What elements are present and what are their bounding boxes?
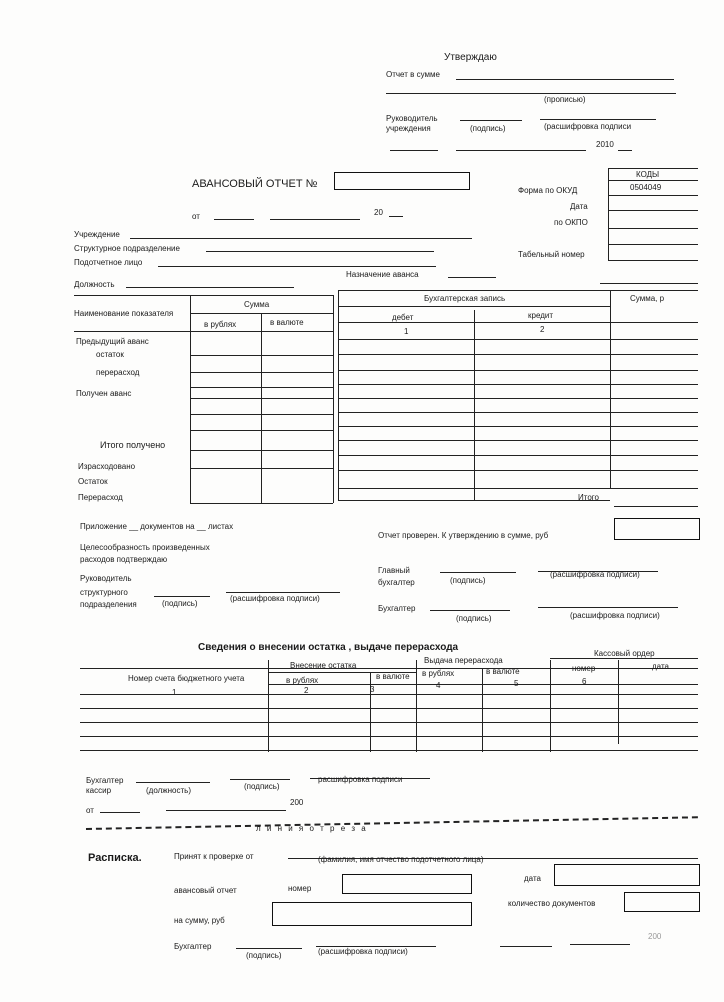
right-sum-header: Сумма, р [630, 294, 665, 303]
info-col-2: 2 [304, 686, 309, 695]
row-received: Получен аванс [76, 389, 132, 398]
row-total-received: Итого получено [100, 440, 166, 450]
receipt-fio-label: (фамилия, имя отчество подотчетного лица) [318, 855, 484, 864]
receipt-sum-label: на сумму, руб [174, 916, 225, 925]
approval-decoding-label: (расшифровка подписи [544, 122, 632, 131]
row-overrun: Перерасход [78, 493, 123, 502]
dept-head-signature: (подпись) [162, 599, 198, 608]
receipt-date-box[interactable] [554, 864, 700, 886]
tab-number-label: Табельный номер [518, 250, 585, 259]
receipt-date-label: дата [524, 874, 541, 883]
report-number-box[interactable] [334, 172, 470, 190]
okud-label: Форма по ОКУД [518, 186, 578, 195]
rub-header: в рублях [204, 320, 237, 329]
dept-head-label-2: структурного [80, 588, 128, 597]
info-col-4: 4 [436, 681, 441, 690]
col-num-1: 1 [404, 327, 409, 336]
institution-label: Учреждение [74, 230, 120, 239]
cashier-label-2: кассир [86, 786, 112, 795]
report-sum-label: Отчет в сумме [386, 70, 440, 79]
dept-head-label-3: подразделения [80, 600, 137, 609]
sum-header: Сумма [244, 300, 270, 309]
approved-sum-box[interactable] [614, 518, 700, 540]
receipt-accepted-label: Принят к проверке от [174, 852, 254, 861]
row-overspend: перерасход [96, 368, 140, 377]
cut-line [86, 816, 698, 830]
issue-header: Выдача перерасхода [424, 656, 503, 665]
receipt-year: 200 [648, 932, 662, 941]
receipt-title: Расписка. [88, 852, 142, 864]
accountant-decoding: (расшифровка подписи) [570, 611, 660, 620]
info-title: Сведения о внесении остатка , выдаче перерасхода [198, 642, 459, 653]
deposit-rub-header: в рублях [286, 676, 319, 685]
receipt-number-label: номер [288, 884, 312, 893]
receipt-report-label: авансовый отчет [174, 886, 237, 895]
issue-cur-header: в валюте [486, 667, 520, 676]
info-col-5: 5 [514, 679, 519, 688]
chief-label-1: Главный [378, 566, 410, 575]
info-col-6: 6 [582, 677, 587, 686]
row-spent: Израсходовано [78, 462, 136, 471]
row-remainder: Остаток [78, 477, 108, 486]
position-label: Должность [74, 280, 115, 289]
bottom-from-label: от [86, 806, 94, 815]
receipt-accountant-label: Бухгалтер [174, 942, 212, 951]
dept-head-decoding: (расшифровка подписи) [230, 594, 320, 603]
chief-signature: (подпись) [450, 576, 486, 585]
approval-year: 2010 [596, 140, 614, 149]
accountant-signature: (подпись) [456, 614, 492, 623]
approval-head-label-1: Руководитель [386, 114, 438, 123]
total-label: Итого [578, 493, 599, 502]
cashier-signature: (подпись) [244, 782, 280, 791]
row-prev-advance: Предыдущий аванс [76, 337, 149, 346]
cut-line-label: л и н и я о т р е з а [256, 824, 368, 833]
cur-header: в валюте [270, 318, 304, 327]
accountable-label: Подотчетное лицо [74, 258, 143, 267]
date-from-label: от [192, 212, 200, 221]
feasibility-label-2: расходов подтверждаю [80, 555, 168, 564]
receipt-signature: (подпись) [246, 951, 282, 960]
receipt-docs-box[interactable] [624, 892, 700, 912]
okpo-label: по ОКПО [554, 218, 588, 227]
codes-header: КОДЫ [636, 170, 660, 179]
receipt-number-box[interactable] [342, 874, 472, 894]
date-year-label: 20 [374, 208, 383, 217]
feasibility-label-1: Целесообразность произведенных [80, 543, 210, 552]
order-num-header: номер [572, 664, 596, 673]
deposit-header: Внесение остатка [290, 661, 357, 670]
deposit-cur-header: в валюте [376, 672, 410, 681]
checked-label: Отчет проверен. К утверждению в сумме, руб [378, 531, 549, 540]
row-balance: остаток [96, 350, 124, 359]
cashier-position: (должность) [146, 786, 191, 795]
info-col-1: 1 [172, 688, 177, 697]
in-words-label: (прописью) [544, 95, 586, 104]
accounting-entry-header: Бухгалтерская запись [424, 294, 506, 303]
approval-head-label-2: учреждения [386, 124, 431, 133]
receipt-sum-box[interactable] [272, 902, 472, 926]
dept-head-label-1: Руководитель [80, 574, 132, 583]
report-title: АВАНСОВЫЙ ОТЧЕТ № [192, 178, 318, 190]
department-label: Структурное подразделение [74, 244, 180, 253]
issue-rub-header: в рублях [422, 669, 455, 678]
indicator-header: Наименование показателя [74, 309, 174, 318]
purpose-label: Назначение аванса [346, 270, 419, 279]
date-label: Дата [570, 202, 588, 211]
info-col-3: 3 [370, 685, 375, 694]
approval-title: Утверждаю [444, 52, 497, 63]
attachment-label: Приложение __ документов на __ листах [80, 522, 234, 531]
credit-header: кредит [528, 311, 554, 320]
accountant-label: Бухгалтер [378, 604, 416, 613]
debit-header: дебет [392, 313, 414, 322]
cashier-label-1: Бухгалтер [86, 776, 124, 785]
chief-label-2: бухгалтер [378, 578, 415, 587]
receipt-decoding: (расшифровка подписи) [318, 947, 408, 956]
bottom-year: 200 [290, 798, 304, 807]
order-header: Кассовый ордер [594, 649, 655, 658]
okud-code: 0504049 [630, 183, 662, 192]
chief-decoding: (расшифровка подписи) [550, 570, 640, 579]
account-header: Номер счета бюджетного учета [128, 674, 245, 683]
receipt-docs-label: количество документов [508, 899, 596, 908]
col-num-2: 2 [540, 325, 545, 334]
approval-signature-label: (подпись) [470, 124, 506, 133]
order-date-header: дата [652, 662, 669, 671]
cashier-decoding: расшифровка подписи [318, 775, 403, 784]
